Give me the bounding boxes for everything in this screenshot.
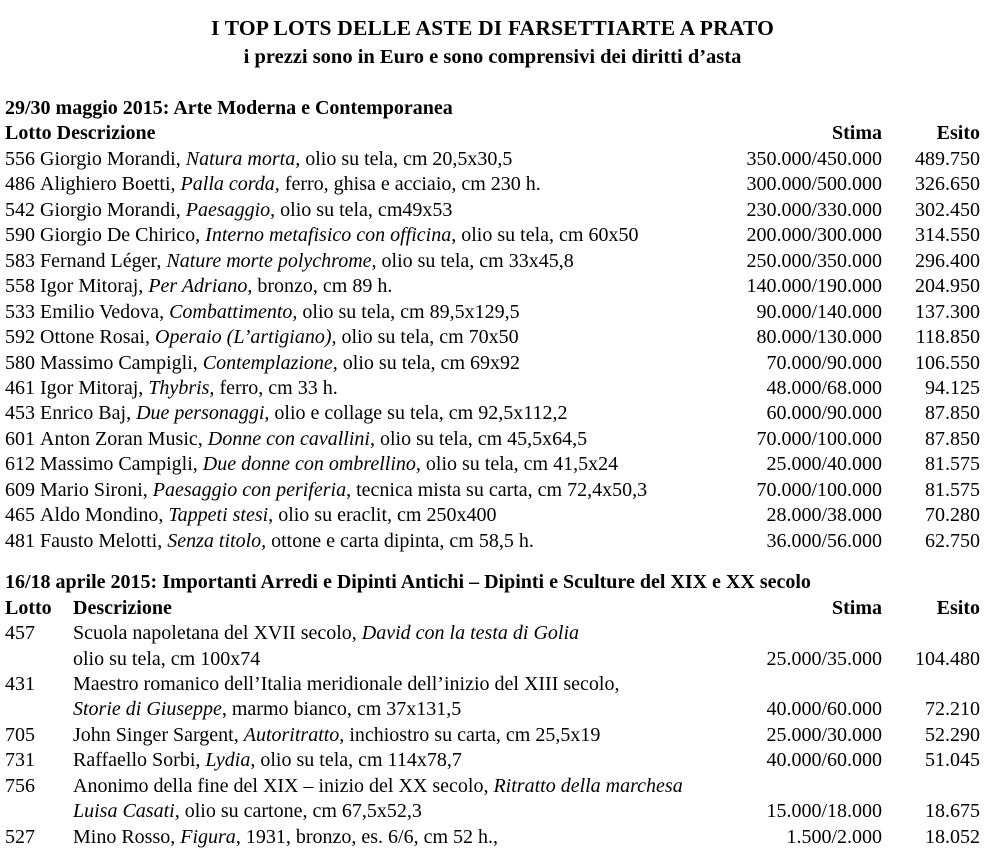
esito-value: 87.850: [925, 427, 980, 450]
description-text: , olio su tela, cm 45,5x64,5: [369, 427, 588, 450]
lot-number: 580: [5, 351, 40, 374]
stima-value: 1.500/2.000: [786, 825, 882, 848]
lot-description: [73, 621, 980, 646]
section-aprile-2015: [5, 570, 980, 850]
description-text: , marmo bianco, cm 37x131,5: [221, 698, 462, 721]
table-row: [5, 274, 980, 299]
table-row: [5, 427, 980, 452]
lot-number: 453: [5, 402, 40, 425]
lot-description: [73, 723, 712, 748]
artwork-title: Due personaggi,: [136, 402, 270, 425]
stima-value: 70.000/100.000: [756, 478, 882, 501]
table-row: [5, 478, 980, 503]
table-row: [5, 300, 980, 325]
lot-description: [5, 147, 712, 172]
description-text: ottone e carta dipinta, cm 58,5 h.: [266, 529, 534, 552]
lot-number: 481: [5, 529, 40, 552]
table-header-row: [5, 596, 980, 621]
esito-value: 51.045: [925, 749, 980, 772]
table-row: [5, 401, 980, 426]
lot-number: 533: [5, 300, 40, 323]
description-text: Emilio Vedova,: [40, 300, 170, 323]
stima-value: 70.000/90.000: [766, 351, 882, 374]
lot-description: [5, 478, 712, 503]
stima-value: 300.000/500.000: [746, 173, 882, 196]
artwork-title: Donne con cavallini: [207, 427, 370, 450]
artwork-title: Per Adriano: [148, 275, 248, 298]
artwork-title: Palla corda,: [180, 173, 280, 196]
table-row: [5, 529, 980, 554]
stima-value: 28.000/38.000: [766, 504, 882, 527]
lot-description: [73, 748, 712, 773]
lot-number: 731: [5, 749, 35, 772]
artwork-title: Combattimento,: [169, 300, 298, 323]
artwork-title: Lydia,: [205, 749, 256, 772]
table-row: [5, 249, 980, 274]
column-header-lotto: Lotto: [5, 122, 52, 145]
lot-description: [5, 300, 712, 325]
description-text: , olio su tela, cm 33x45,8: [371, 249, 574, 272]
lot-number: 461: [5, 376, 40, 399]
lot-number: 705: [5, 723, 35, 746]
lot-description: [5, 351, 712, 376]
page-title: I TOP LOTS DELLE ASTE DI FARSETTIARTE A PRATO: [210, 16, 775, 40]
table-row: [5, 672, 980, 697]
lot-number: [5, 647, 73, 672]
description-text: Raffaello Sorbi,: [73, 749, 206, 772]
description-text: , bronzo, cm 89 h.: [247, 275, 393, 298]
table-row: [5, 376, 980, 401]
esito-value: 118.850: [915, 326, 980, 349]
lot-number: 609: [5, 478, 40, 501]
artwork-title: Figura: [180, 825, 236, 848]
table-header-row: [5, 121, 980, 146]
esito-value: 104.480: [915, 647, 980, 670]
description-text: Massimo Campigli,: [40, 453, 203, 476]
lot-number: 457: [5, 622, 35, 645]
lot-number: 592: [5, 326, 40, 349]
section-heading: 29/30 maggio 2015: Arte Moderna e Contemporanea: [5, 97, 453, 119]
lot-description: [5, 503, 712, 528]
description-text: , 1931, bronzo, es. 6/6, cm 52 h.,: [235, 825, 498, 848]
artwork-title: Storie di Giuseppe: [73, 698, 222, 721]
artwork-title: Natura morta,: [185, 147, 301, 170]
description-text: olio su tela, cm 100x74: [73, 647, 261, 670]
esito-value: 52.290: [925, 723, 980, 746]
lot-number: 583: [5, 249, 40, 272]
esito-value: 18.052: [925, 825, 980, 848]
stima-value: 40.000/60.000: [766, 698, 882, 721]
lot-number: 590: [5, 224, 40, 247]
esito-value: 204.950: [915, 275, 980, 298]
lot-description: [5, 223, 712, 248]
lot-description: [73, 774, 980, 799]
table-row: [5, 198, 980, 223]
table-row: [5, 723, 980, 748]
description-text: Maestro romanico dell’Italia meridionale dell’inizio del XIII secolo,: [73, 672, 620, 695]
stima-value: 25.000/40.000: [766, 453, 882, 476]
description-text: Giorgio De Chirico,: [40, 224, 206, 247]
description-text: Ottone Rosai,: [40, 326, 155, 349]
stima-value: 70.000/100.000: [756, 427, 882, 450]
description-text: olio su tela, cm 69x92: [337, 351, 520, 374]
esito-value: 62.750: [925, 529, 980, 552]
table-row: [5, 825, 980, 850]
esito-value: 489.750: [915, 147, 980, 170]
table-row: [5, 774, 980, 799]
lot-description: [5, 172, 712, 197]
lot-description: [5, 325, 712, 350]
artwork-title: Nature morte polychrome: [166, 249, 372, 272]
description-text: Fausto Melotti,: [40, 529, 168, 552]
lot-number: [5, 799, 73, 824]
column-header-esito: Esito: [936, 596, 980, 619]
lot-description: [73, 825, 712, 850]
esito-value: 81.575: [925, 453, 980, 476]
description-text: Alighiero Boetti,: [40, 173, 181, 196]
stima-value: 25.000/35.000: [766, 647, 882, 670]
table-row: [5, 503, 980, 528]
section-heading: 16/18 aprile 2015: Importanti Arredi e Dipinti Antichi – Dipinti e Sculture del XIX e XX secolo: [5, 571, 811, 594]
description-text: Massimo Campigli,: [40, 351, 203, 374]
lot-number: 612: [5, 453, 40, 476]
stima-value: 200.000/300.000: [746, 224, 882, 247]
description-text: John Singer Sargent,: [73, 723, 244, 746]
table-row: [5, 647, 980, 672]
lot-description: [5, 274, 712, 299]
artwork-title: Luisa Casati,: [73, 800, 180, 823]
lot-description: [73, 672, 980, 697]
table-row: [5, 223, 980, 248]
table-rows: [5, 621, 980, 850]
description-text: , tecnica mista su carta, cm 72,4x50,3: [346, 478, 648, 501]
lot-number: 601: [5, 427, 40, 450]
description-text: Mino Rosso,: [73, 825, 181, 848]
column-header-esito: Esito: [936, 122, 980, 145]
lot-number: 486: [5, 173, 40, 196]
table-row: [5, 697, 980, 722]
description-text: Giorgio Morandi,: [40, 198, 186, 221]
description-text: ferro, ghisa e acciaio, cm 230 h.: [279, 173, 541, 196]
esito-value: 94.125: [925, 376, 980, 399]
artwork-title: Operaio (L’artigiano),: [155, 326, 337, 349]
description-text: Giorgio Morandi,: [40, 147, 186, 170]
description-text: olio su tela, cm 89,5x129,5: [297, 300, 520, 323]
table-rows: [5, 147, 980, 554]
esito-value: 18.675: [925, 800, 980, 823]
section-maggio-2015: [5, 96, 980, 554]
column-header-stima: Stima: [832, 596, 882, 619]
description-text: Mario Sironi,: [40, 478, 153, 501]
esito-value: 326.650: [915, 173, 980, 196]
stima-value: 230.000/330.000: [746, 198, 882, 221]
description-text: Scuola napoletana del XVII secolo,: [73, 622, 362, 645]
lot-number: [5, 697, 73, 722]
lot-number: 465: [5, 504, 40, 527]
description-text: olio su tela, cm 20,5x30,5: [300, 147, 513, 170]
description-text: olio su eraclit, cm 250x400: [273, 504, 497, 527]
description-text: , olio su tela, cm 41,5x24: [415, 453, 619, 476]
lot-description: [5, 427, 712, 452]
artwork-title: Paesaggio con periferia: [152, 478, 347, 501]
table-row: [5, 621, 980, 646]
artwork-title: Paesaggio: [185, 198, 271, 221]
description-text: olio su cartone, cm 67,5x52,3: [179, 800, 422, 823]
stima-value: 90.000/140.000: [756, 300, 882, 323]
page-subtitle: i prezzi sono in Euro e sono comprensivi dei diritti d’asta: [243, 46, 742, 68]
esito-value: 81.575: [925, 478, 980, 501]
lot-number: 756: [5, 774, 35, 797]
stima-value: 40.000/60.000: [766, 749, 882, 772]
stima-value: 48.000/68.000: [766, 376, 882, 399]
esito-value: 137.300: [915, 300, 980, 323]
description-text: Igor Mitoraj,: [40, 275, 149, 298]
table-row: [5, 351, 980, 376]
artwork-title: Senza titolo,: [167, 529, 267, 552]
artwork-title: David con la testa di Golia: [361, 622, 579, 645]
esito-value: 87.850: [925, 402, 980, 425]
column-header-descrizione: Descrizione: [56, 122, 156, 145]
esito-value: 296.400: [915, 249, 980, 272]
artwork-title: Due donne con ombrellino: [202, 453, 416, 476]
lot-number: 527: [5, 825, 35, 848]
lot-description: [73, 697, 712, 722]
table-row: [5, 325, 980, 350]
description-text: Anonimo della fine del XIX – inizio del XX secolo,: [73, 774, 494, 797]
stima-value: 15.000/18.000: [766, 800, 882, 823]
description-text: ferro, cm 33 h.: [214, 376, 338, 399]
table-row: [5, 748, 980, 773]
header-lotto-descrizione: [5, 121, 712, 146]
lot-description: [5, 249, 712, 274]
lot-description: [73, 647, 712, 672]
table-row: [5, 172, 980, 197]
artwork-title: Tappeti stesi,: [168, 504, 274, 527]
lot-description: [5, 452, 712, 477]
artwork-title: Interno metafisico con officina: [205, 224, 452, 247]
stima-value: 25.000/30.000: [766, 723, 882, 746]
esito-value: 314.550: [915, 224, 980, 247]
esito-value: 70.280: [925, 504, 980, 527]
artwork-title: Thybris,: [148, 376, 215, 399]
table-row: [5, 799, 980, 824]
description-text: Anton Zoran Music,: [40, 427, 208, 450]
description-text: olio e collage su tela, cm 92,5x112,2: [269, 402, 568, 425]
description-text: Aldo Mondino,: [40, 504, 169, 527]
stima-value: 250.000/350.000: [746, 249, 882, 272]
stima-value: 60.000/90.000: [766, 402, 882, 425]
esito-value: 302.450: [915, 198, 980, 221]
stima-value: 140.000/190.000: [746, 275, 882, 298]
artwork-title: Ritratto della marchesa: [493, 774, 683, 797]
description-text: olio su tela, cm 114x78,7: [255, 749, 462, 772]
table-row: [5, 452, 980, 477]
description-text: Igor Mitoraj,: [40, 376, 149, 399]
description-text: inchiostro su carta, cm 25,5x19: [344, 723, 601, 746]
esito-value: 106.550: [915, 351, 980, 374]
description-text: , olio su tela, cm 60x50: [451, 224, 639, 247]
stima-value: 350.000/450.000: [746, 147, 882, 170]
esito-value: 72.210: [925, 698, 980, 721]
column-header-lotto: Lotto: [5, 596, 52, 619]
stima-value: 36.000/56.000: [766, 529, 882, 552]
artwork-title: Autoritratto,: [243, 723, 345, 746]
lot-description: [5, 529, 712, 554]
description-text: Enrico Baj,: [40, 402, 137, 425]
lot-description: [5, 198, 712, 223]
lot-number: 558: [5, 275, 40, 298]
lot-description: [5, 401, 712, 426]
description-text: , olio su tela, cm49x53: [270, 198, 453, 221]
table-row: [5, 147, 980, 172]
lot-number: 542: [5, 198, 40, 221]
column-header-descrizione: Descrizione: [73, 596, 172, 619]
lot-number: 556: [5, 147, 40, 170]
artwork-title: Contemplazione,: [202, 351, 338, 374]
stima-value: 80.000/130.000: [756, 326, 882, 349]
document-header: [5, 14, 980, 72]
lot-description: [5, 376, 712, 401]
description-text: olio su tela, cm 70x50: [336, 326, 519, 349]
lot-description: [73, 799, 712, 824]
lot-number: 431: [5, 672, 35, 695]
column-header-stima: Stima: [832, 122, 882, 145]
description-text: Fernand Léger,: [40, 249, 167, 272]
